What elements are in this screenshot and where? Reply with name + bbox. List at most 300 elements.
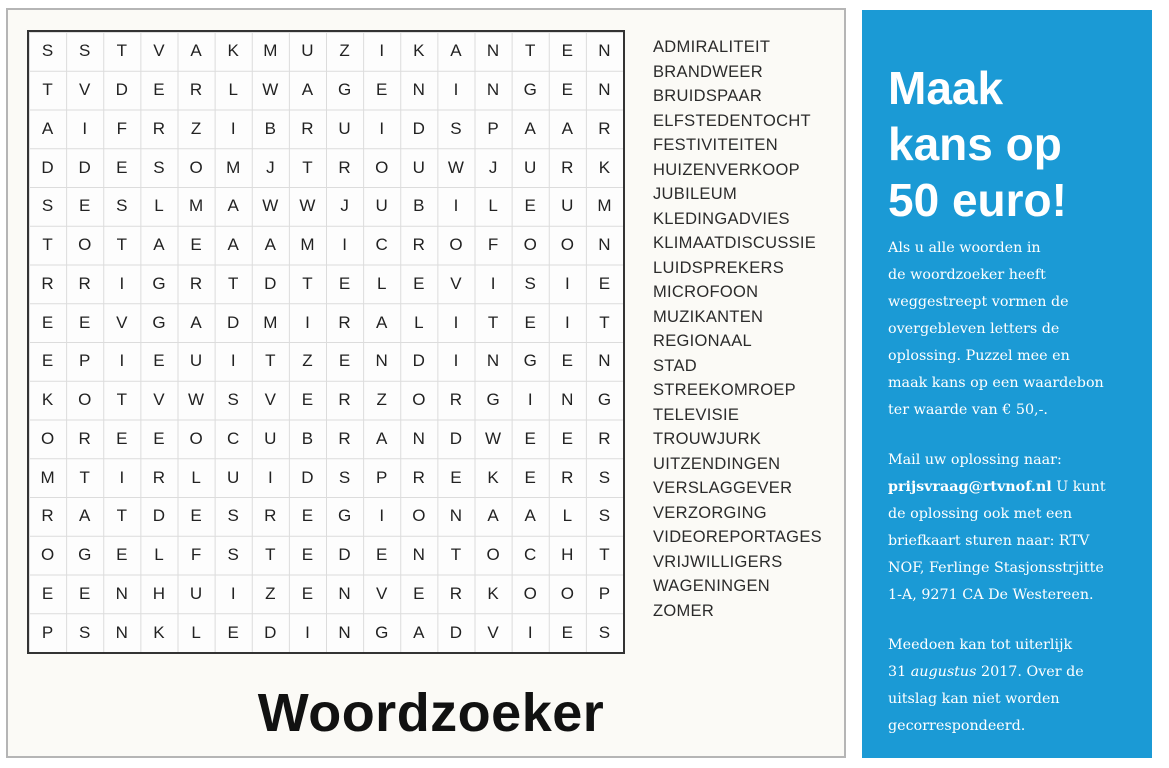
grid-letter: S — [338, 467, 351, 487]
grid-letter: E — [561, 80, 573, 100]
grid-letter: L — [191, 467, 201, 487]
grid-letter: A — [227, 235, 239, 255]
grid-letter: L — [376, 273, 387, 293]
grid-letter: T — [265, 351, 276, 371]
grid-letter: D — [41, 157, 54, 177]
grid-letter: W — [262, 80, 279, 100]
grid-letter: N — [598, 235, 611, 255]
grid-letter: R — [41, 273, 54, 293]
grid-letter: U — [264, 428, 277, 448]
grid-letter: E — [561, 428, 573, 448]
grid-letter: E — [338, 351, 351, 371]
grid-letter: E — [598, 273, 611, 293]
grid-letter: V — [487, 622, 499, 642]
grid-letter: R — [338, 157, 351, 177]
promo-heading-line: Maak — [888, 62, 1004, 114]
grid-letter: A — [524, 118, 536, 138]
grid-letter: N — [598, 41, 611, 61]
grid-letter: D — [264, 622, 277, 642]
grid-letter: D — [301, 467, 314, 487]
promo-line: NOF, Ferlinge Stasjonsstrjitte — [888, 560, 1104, 576]
grid-letter: K — [153, 622, 165, 642]
grid-letter: V — [153, 390, 165, 410]
grid-letter: R — [561, 157, 574, 177]
grid-letter: P — [376, 467, 388, 487]
grid-letter: K — [598, 157, 611, 177]
grid-letter: T — [599, 545, 610, 565]
grid-letter: W — [485, 428, 502, 448]
promo-line: de woordzoeker heeft — [888, 267, 1046, 283]
grid-letter: A — [413, 622, 425, 642]
grid-letter: C — [375, 235, 388, 255]
grid-letter: O — [523, 583, 537, 603]
grid-letter: S — [153, 157, 165, 177]
promo-line: Als u alle woorden in — [888, 240, 1041, 256]
grid-letter: G — [486, 390, 500, 410]
grid-letter: L — [191, 622, 201, 642]
grid-letter: I — [119, 351, 125, 371]
grid-letter: O — [560, 235, 574, 255]
promo-line: Meedoen kan tot uiterlijk — [888, 637, 1073, 653]
grid-letter: E — [41, 583, 54, 603]
grid-letter: Z — [339, 41, 350, 61]
word-list-item: STAD — [653, 356, 697, 375]
grid-letter: K — [413, 41, 425, 61]
grid-letter: E — [116, 157, 128, 177]
grid-letter: O — [412, 390, 426, 410]
grid-letter: O — [375, 157, 389, 177]
word-list-item: BRANDWEER — [653, 62, 763, 81]
promo-line: ter waarde van € 50,-. — [888, 402, 1048, 418]
promo-heading — [888, 60, 1067, 228]
grid-letter: A — [153, 235, 165, 255]
grid-letter: N — [486, 351, 500, 371]
grid-letter: A — [264, 235, 276, 255]
word-list-item: BRUIDSPAAR — [653, 87, 763, 105]
grid-letter: D — [152, 506, 166, 526]
grid-letter: E — [301, 545, 314, 565]
grid-letter: Z — [302, 351, 313, 371]
grid-letter: E — [561, 622, 573, 642]
deadline-rest: 2017. Over de — [976, 664, 1084, 680]
grid-letter: E — [79, 583, 91, 603]
grid-letter: E — [79, 196, 91, 216]
grid-letter: R — [189, 80, 203, 100]
grid-letter: O — [78, 235, 92, 255]
grid-letter: F — [190, 545, 202, 565]
word-list-item: TELEVISIE — [653, 405, 740, 424]
word-list-item: LUIDSPREKERS — [653, 258, 785, 277]
grid-letter: I — [82, 118, 88, 138]
grid-letter: O — [189, 157, 203, 177]
grid-letter: T — [450, 545, 462, 565]
grid-letter: E — [301, 390, 314, 410]
grid-letter: I — [230, 351, 236, 371]
promo-deadline — [888, 632, 1138, 740]
grid-letter: P — [598, 583, 611, 603]
word-list-item: VRIJWILLIGERS — [653, 552, 783, 571]
grid-letter: P — [41, 622, 54, 642]
grid-letter: S — [598, 467, 611, 487]
grid-letter: L — [154, 545, 164, 565]
grid-letter: T — [42, 235, 53, 255]
grid-letter: R — [598, 428, 611, 448]
grid-letter: K — [41, 390, 54, 410]
grid-letter: T — [227, 273, 239, 293]
grid-letter: G — [523, 351, 537, 371]
word-list-item: TROUWJURK — [653, 430, 762, 448]
grid-letter: G — [375, 622, 389, 642]
grid-letter: G — [337, 80, 352, 100]
grid-letter: U — [375, 196, 388, 216]
grid-letter: G — [337, 506, 352, 526]
grid-letter: E — [153, 428, 165, 448]
grid-letter: K — [487, 583, 499, 603]
grid-letter: N — [338, 622, 351, 642]
grid-letter: M — [226, 157, 241, 177]
word-list-item: JUBILEUM — [653, 185, 737, 203]
grid-letter: D — [412, 351, 425, 371]
grid-letter: O — [449, 235, 463, 255]
grid-letter: R — [449, 583, 463, 603]
grid-letter: E — [301, 506, 314, 526]
promo-line: overgebleven letters de — [888, 321, 1060, 337]
grid-letter: R — [338, 428, 351, 448]
grid-letter: C — [227, 428, 240, 448]
word-search-grid — [27, 30, 625, 654]
grid-letter: R — [412, 467, 425, 487]
grid-letter: I — [527, 622, 533, 642]
grid-letter: O — [486, 545, 500, 565]
grid-letter: E — [413, 583, 425, 603]
grid-letter: N — [412, 428, 425, 448]
grid-letter: Z — [190, 118, 202, 138]
grid-letter: V — [264, 390, 276, 410]
grid-letter: A — [41, 118, 54, 138]
grid-letter: A — [190, 312, 202, 332]
grid-letter: V — [376, 583, 388, 603]
grid-letter: I — [230, 583, 236, 603]
grid-letter: S — [598, 622, 611, 642]
grid-letter: K — [487, 467, 499, 487]
word-list-item: REGIONAAL — [653, 332, 752, 350]
grid-letter: S — [524, 273, 536, 293]
grid-letter: E — [524, 467, 536, 487]
grid-letter: E — [190, 235, 202, 255]
grid-letter: O — [189, 428, 203, 448]
grid-letter: I — [453, 312, 459, 332]
promo-line: gecorrespondeerd. — [888, 718, 1026, 734]
grid-letter: D — [338, 545, 351, 565]
word-list-item: STREEKOMROEP — [653, 381, 796, 399]
promo-line: maak kans op een waardebon — [888, 375, 1104, 391]
grid-letter: G — [78, 545, 92, 565]
grid-letter: E — [153, 80, 165, 100]
grid-letter: U — [301, 41, 314, 61]
grid-letter: F — [487, 235, 499, 255]
grid-letter: S — [116, 196, 128, 216]
grid-letter: J — [340, 196, 349, 216]
grid-letter: B — [264, 118, 276, 138]
grid-letter: R — [152, 467, 166, 487]
grid-letter: A — [450, 41, 462, 61]
grid-letter: Z — [376, 390, 387, 410]
grid-letter: I — [119, 467, 125, 487]
word-list-item: VIDEOREPORTAGES — [653, 528, 822, 546]
grid-letter: R — [301, 118, 314, 138]
deadline-day: 31 — [888, 664, 911, 680]
grid-letter: L — [562, 506, 573, 526]
grid-letter: A — [376, 312, 388, 332]
grid-letter: E — [41, 351, 54, 371]
promo-line: oplossing. Puzzel mee en — [888, 348, 1070, 364]
grid-letter: T — [42, 80, 53, 100]
grid-letter: A — [524, 506, 536, 526]
grid-letter: S — [79, 41, 91, 61]
grid-letter: R — [338, 312, 351, 332]
grid-letter: A — [190, 41, 202, 61]
grid-letter: S — [227, 545, 239, 565]
grid-letter: O — [560, 583, 574, 603]
grid-letter: T — [116, 235, 127, 255]
grid-letter: L — [154, 196, 164, 216]
grid-letter: N — [375, 351, 388, 371]
grid-letter: R — [561, 467, 574, 487]
grid-letter: R — [152, 118, 166, 138]
grid-letter: I — [119, 273, 125, 293]
grid-letter: U — [524, 157, 537, 177]
grid-letter: J — [488, 157, 498, 177]
grid-letter: I — [267, 467, 273, 487]
grid-letter: R — [78, 273, 91, 293]
grid-letter: R — [412, 235, 425, 255]
grid-letter: D — [449, 622, 463, 642]
grid-letter: O — [40, 545, 55, 565]
grid-letter: M — [597, 196, 612, 216]
grid-letter: S — [41, 196, 54, 216]
grid-letter: R — [78, 428, 91, 448]
grid-letter: C — [524, 545, 537, 565]
grid-letter: I — [490, 273, 496, 293]
grid-letter: I — [453, 351, 459, 371]
grid-letter: T — [116, 506, 127, 526]
grid-letter: V — [153, 41, 165, 61]
grid-letter: E — [376, 80, 388, 100]
grid-letter: E — [227, 622, 239, 642]
grid-letter: L — [228, 80, 238, 100]
grid-letter: D — [227, 312, 240, 332]
grid-letter: E — [524, 312, 536, 332]
grid-letter: K — [227, 41, 239, 61]
grid-letter: O — [523, 235, 537, 255]
promo-line: Mail uw oplossing naar: — [888, 452, 1062, 468]
grid-letter: M — [188, 196, 204, 216]
word-list-item: ZOMER — [653, 601, 715, 620]
grid-letter: R — [338, 390, 351, 410]
grid-letter: U — [189, 583, 203, 603]
grid-letter: E — [561, 41, 573, 61]
grid-letter: U — [412, 157, 425, 177]
grid-letter: W — [188, 390, 205, 410]
grid-letter: P — [79, 351, 91, 371]
promo-line: weggestreept vormen de — [888, 294, 1069, 310]
word-list-item: FESTIVITEITEN — [653, 136, 778, 154]
grid-letter: E — [116, 428, 128, 448]
grid-letter: E — [79, 312, 91, 332]
grid-letter: B — [301, 428, 314, 448]
grid-letter: U — [189, 351, 203, 371]
promo-panel — [862, 10, 1152, 758]
grid-letter: T — [116, 390, 127, 410]
grid-letter: P — [487, 118, 499, 138]
word-list-item: ADMIRALITEIT — [653, 38, 771, 56]
word-list-item: MUZIKANTEN — [653, 307, 764, 326]
grid-letter: E — [376, 545, 388, 565]
grid-letter: G — [597, 390, 612, 410]
grid-letter: D — [412, 118, 425, 138]
grid-letter: T — [599, 312, 610, 332]
promo-line: briefkaart sturen naar: RTV — [888, 533, 1090, 549]
grid-letter: I — [564, 312, 570, 332]
grid-letter: G — [152, 273, 166, 293]
grid-letter: A — [487, 506, 499, 526]
grid-letter: E — [524, 196, 536, 216]
grid-letter: L — [488, 196, 498, 216]
grid-letter: E — [116, 545, 128, 565]
grid-letter: I — [379, 41, 385, 61]
grid-letter: M — [263, 41, 278, 61]
grid-letter: S — [79, 622, 91, 642]
grid-letter: O — [78, 390, 92, 410]
promo-heading-line: kans op — [888, 118, 1062, 170]
promo-mail-info — [888, 447, 1138, 609]
grid-letter: D — [264, 273, 277, 293]
grid-letter: E — [153, 351, 165, 371]
grid-letter: W — [447, 157, 464, 177]
grid-letter: M — [263, 312, 278, 332]
grid-letter: E — [524, 428, 536, 448]
grid-letter: O — [412, 506, 426, 526]
grid-letter: N — [486, 41, 500, 61]
grid-letter: T — [302, 157, 313, 177]
grid-letter: O — [40, 428, 55, 448]
word-list — [653, 35, 822, 623]
grid-letter: I — [453, 196, 459, 216]
promo-line: 1-A, 9271 CA De Westereen. — [888, 587, 1094, 603]
grid-letter: I — [342, 235, 347, 255]
grid-letter: E — [41, 312, 54, 332]
grid-letter: T — [524, 41, 536, 61]
grid-letter: A — [376, 428, 388, 448]
grid-letter: D — [115, 80, 128, 100]
grid-letter: A — [561, 118, 573, 138]
grid-letter: S — [227, 390, 239, 410]
grid-letter: A — [79, 506, 91, 526]
grid-letter: S — [598, 506, 611, 526]
grid-letter: R — [41, 506, 54, 526]
grid-letter: D — [449, 428, 463, 448]
grid-letter: V — [450, 273, 462, 293]
grid-letter: L — [414, 312, 424, 332]
grid-letter: I — [305, 622, 310, 642]
word-list-item: KLIMAATDISCUSSIE — [653, 234, 817, 252]
grid-letter: W — [262, 196, 279, 216]
word-list-item: ELFSTEDENTOCHT — [653, 111, 811, 130]
promo-heading-line: 50 euro! — [888, 174, 1067, 226]
grid-letter: T — [265, 545, 276, 565]
grid-letter: E — [561, 351, 573, 371]
grid-letter: A — [227, 196, 239, 216]
word-list-item: VERZORGING — [653, 503, 767, 522]
grid-letter: I — [564, 273, 570, 293]
grid-letter: N — [486, 80, 500, 100]
grid-letter: V — [79, 80, 91, 100]
grid-letter: H — [561, 545, 574, 565]
grid-letter: E — [301, 583, 314, 603]
grid-letter: T — [116, 41, 127, 61]
promo-line: de oplossing ook met een — [888, 506, 1073, 522]
promo-line: uitslag kan niet worden — [888, 691, 1060, 707]
grid-letter: H — [152, 583, 166, 603]
grid-letter: W — [299, 196, 316, 216]
word-list-item: KLEDINGADVIES — [653, 209, 790, 228]
grid-letter: N — [412, 545, 425, 565]
word-list-item: WAGENINGEN — [653, 577, 770, 595]
grid-letter: R — [598, 118, 611, 138]
grid-letter: U — [561, 196, 574, 216]
promo-line-tail: U kunt — [1051, 479, 1106, 495]
grid-letter: M — [300, 235, 315, 255]
grid-letter: S — [227, 506, 239, 526]
grid-letter: U — [338, 118, 351, 138]
email-link[interactable]: prijsvraag@rtvnof.nl — [888, 479, 1052, 495]
grid-letter: N — [412, 80, 425, 100]
grid-letter: E — [413, 273, 425, 293]
grid-letter: M — [40, 467, 55, 487]
grid-letter: G — [152, 312, 166, 332]
grid-letter: E — [450, 467, 462, 487]
grid-letter: E — [190, 506, 202, 526]
promo-instructions — [888, 235, 1138, 424]
grid-letter: G — [523, 80, 537, 100]
grid-letter: I — [527, 390, 533, 410]
grid-letter: T — [487, 312, 499, 332]
grid-letter: E — [338, 273, 351, 293]
grid-letter: N — [449, 506, 463, 526]
grid-letter: N — [598, 351, 611, 371]
grid-letter: S — [450, 118, 462, 138]
word-list-item: VERSLAGGEVER — [653, 479, 793, 497]
grid-letter: V — [116, 312, 128, 332]
grid-letter: T — [79, 467, 90, 487]
puzzle-panel — [6, 8, 846, 758]
grid-letter: U — [227, 467, 240, 487]
grid-letter: N — [115, 583, 128, 603]
grid-letter: I — [379, 506, 385, 526]
grid-letter: J — [266, 157, 275, 177]
grid-letter: R — [264, 506, 277, 526]
grid-letter: I — [230, 118, 236, 138]
grid-letter: N — [115, 622, 128, 642]
grid-letter: I — [305, 312, 310, 332]
grid-letter: R — [449, 390, 463, 410]
grid-letter: R — [189, 273, 203, 293]
grid-letter: I — [379, 118, 385, 138]
grid-letter: D — [78, 157, 91, 177]
grid-letter: N — [561, 390, 574, 410]
grid-letter: N — [338, 583, 351, 603]
word-list-item: MICROFOON — [653, 283, 759, 301]
